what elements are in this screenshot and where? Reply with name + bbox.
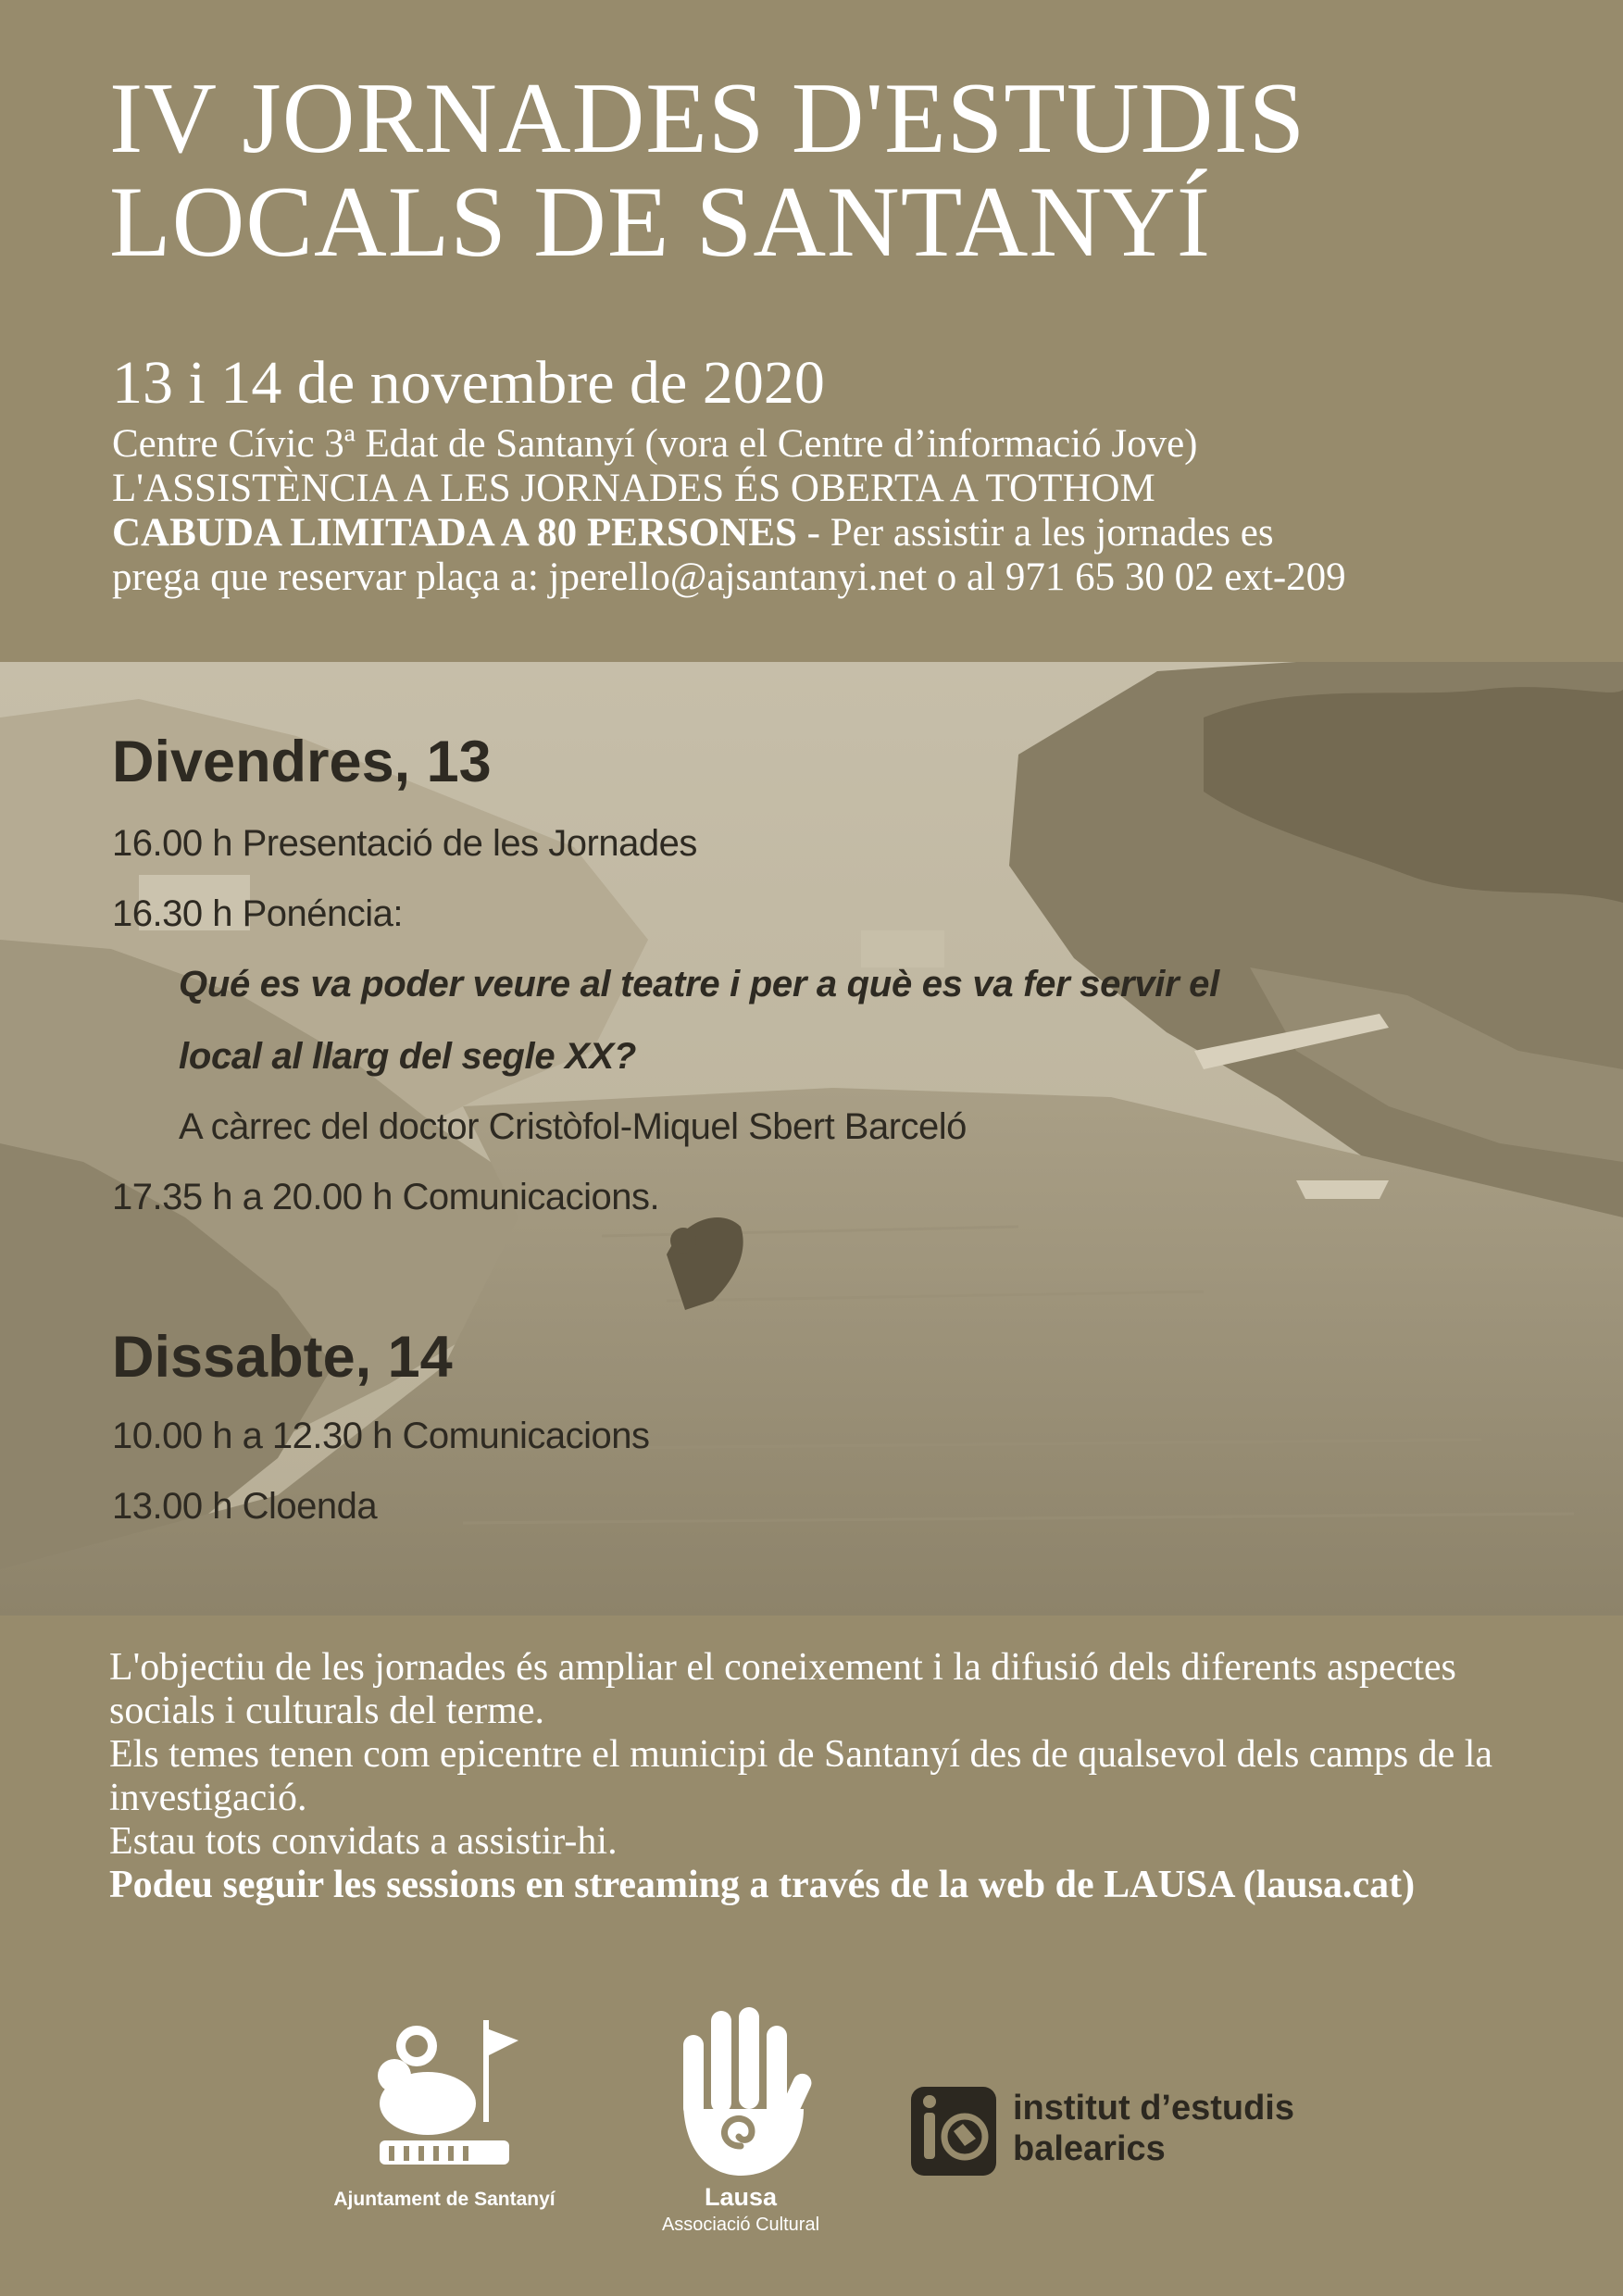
- day2-item-communications: 10.00 h a 12.30 h Comunicacions: [112, 1416, 650, 1456]
- streaming-text: Podeu seguir les sessions en streaming a través de la web de LAUSA (lausa.cat): [109, 1864, 1416, 1906]
- talk-speaker: A càrrec del doctor Cristòfol-Miquel Sbert Barceló: [179, 1106, 967, 1147]
- talk-title-line-1: Qué es va poder veure al teatre i per a què es va fer servir el: [179, 964, 1219, 1004]
- day1-heading: Divendres, 13: [112, 730, 492, 794]
- poster-title: [109, 62, 1554, 278]
- lausa-subtitle: Associació Cultural: [661, 2215, 820, 2235]
- day1-item-communications: 17.35 h a 20.00 h Comunicacions.: [112, 1177, 660, 1217]
- ieb-logo: [909, 2085, 1335, 2187]
- day1-item-lecture: 16.30 h Ponéncia:: [112, 893, 403, 934]
- ajuntament-logo: [310, 2011, 579, 2224]
- themes-text: Els temes tenen com epicentre el municipi de Santanyí des de qualsevol dels camps de la investigació.: [109, 1733, 1493, 1819]
- ieb-name-line-2: balearics: [1013, 2129, 1166, 2168]
- lausa-logo: [630, 2007, 852, 2248]
- title-line-1: IV JORNADES D'ESTUDIS: [109, 62, 1306, 174]
- lamb-emblem-icon: [361, 2011, 528, 2177]
- description: [109, 1646, 1517, 1907]
- talk-title-line-2: local al llarg del segle XX?: [179, 1036, 637, 1077]
- capacity-limit: CABUDA LIMITADA A 80 PERSONES: [112, 511, 797, 555]
- event-info: [112, 422, 1519, 600]
- capacity-note: - Per assistir a les jornades es: [796, 511, 1274, 555]
- open-notice: L'ASSISTÈNCIA A LES JORNADES ÉS OBERTA A TOTHOM: [112, 467, 1155, 510]
- cove-photo-band: [0, 662, 1623, 1616]
- lausa-name: Lausa: [704, 2183, 778, 2211]
- ieb-mark-icon: [909, 2085, 998, 2177]
- event-date: 13 i 14 de novembre de 2020: [112, 349, 825, 417]
- day2-item-closing: 13.00 h Cloenda: [112, 1486, 378, 1527]
- objective-text: L'objectiu de les jornades és ampliar el coneixement i la difusió dels diferents aspectes socials i culturals del terme.: [109, 1646, 1456, 1732]
- ajuntament-caption: Ajuntament de Santanyí: [333, 2189, 556, 2210]
- title-line-2: LOCALS DE SANTANYÍ: [109, 166, 1212, 278]
- capacity-line: [112, 511, 1519, 555]
- invitation-text: Estau tots convidats a assistir-hi.: [109, 1820, 618, 1863]
- hand-spiral-icon: [667, 2007, 815, 2178]
- reservation-text: prega que reservar plaça a: jperello@ajsantanyi.net o al 971 65 30 02 ext-209: [112, 555, 1346, 599]
- day2-heading: Dissabte, 14: [112, 1325, 453, 1390]
- venue-text: Centre Cívic 3ª Edat de Santanyí (vora el Centre d’informació Jove): [112, 422, 1198, 466]
- ieb-name-line-1: institut d’estudis: [1013, 2089, 1294, 2128]
- day1-item-presentation: 16.00 h Presentació de les Jornades: [112, 823, 697, 864]
